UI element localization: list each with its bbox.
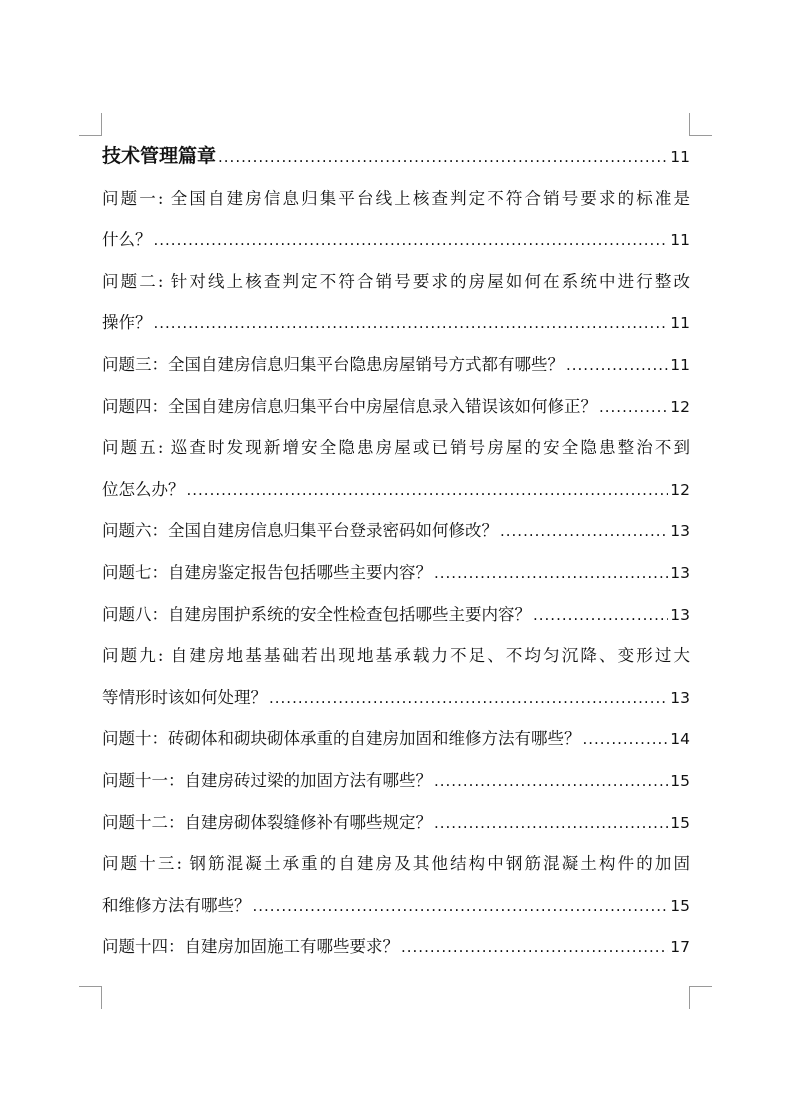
toc-leader-dots (599, 386, 668, 429)
toc-entry-title: 问题九: 自建房地基基础若出现地基承载力不足、不均匀沉降、变形过大 (102, 646, 690, 666)
toc-entry-title: 问题一: 全国自建房信息归集平台线上核查判定不符合销号要求的标准是 (102, 188, 690, 208)
toc-entry-title: 问题十：砖砌体和砌块砌体承重的自建房加固和维修方法有哪些？ (102, 729, 581, 749)
toc-entry[interactable] (102, 386, 690, 428)
toc-leader-dots (434, 760, 668, 803)
toc-entry-title: 问题十二：自建房砌体裂缝修补有哪些规定？ (102, 812, 432, 832)
toc-leader-dots (434, 802, 668, 845)
toc-leader-dots (533, 594, 668, 637)
toc-entry-line[interactable] (102, 178, 690, 220)
toc-entry[interactable] (102, 344, 690, 386)
toc-entry-line[interactable] (102, 843, 690, 885)
toc-page-number: 15 (670, 896, 690, 915)
toc-entry-title: 问题七：自建房鉴定报告包括哪些主要内容？ (102, 562, 432, 582)
toc-page-number: 13 (670, 522, 690, 541)
toc-entry[interactable] (102, 802, 690, 844)
toc-page-number: 13 (670, 605, 690, 624)
toc-entry-title: 问题二: 针对线上核查判定不符合销号要求的房屋如何在系统中进行整改 (102, 271, 690, 291)
table-of-contents (102, 136, 690, 968)
toc-page-number: 17 (670, 938, 690, 957)
toc-leader-dots (154, 219, 669, 262)
toc-page-number: 15 (670, 813, 690, 832)
toc-leader-dots (434, 552, 668, 595)
toc-entry[interactable] (102, 302, 690, 344)
toc-entry[interactable] (102, 677, 690, 719)
toc-page-number: 15 (670, 771, 690, 790)
toc-leader-dots (269, 677, 668, 720)
toc-page-number: 13 (670, 688, 690, 707)
toc-heading-title: 技术管理篇章 (102, 145, 217, 167)
toc-page-number: 11 (670, 314, 690, 333)
toc-entry-title: 问题十四：自建房加固施工有哪些要求？ (102, 937, 399, 957)
toc-entry-title-continued: 操作？ (102, 313, 152, 333)
toc-entry-line[interactable] (102, 261, 690, 303)
toc-leader-dots (566, 344, 668, 387)
crop-mark-top-left (79, 113, 102, 136)
toc-entry-title: 问题四：全国自建房信息归集平台中房屋信息录入错误该如何修正？ (102, 396, 597, 416)
crop-mark-top-right (689, 113, 712, 136)
toc-entry-title: 问题十一：自建房砖过梁的加固方法有哪些？ (102, 770, 432, 790)
toc-entry[interactable] (102, 760, 690, 802)
toc-leader-dots (154, 302, 669, 345)
toc-entry-title: 问题八：自建房围护系统的安全性检查包括哪些主要内容？ (102, 604, 531, 624)
toc-entry[interactable] (102, 552, 690, 594)
toc-entry-title: 问题三：全国自建房信息归集平台隐患房屋销号方式都有哪些？ (102, 354, 564, 374)
crop-mark-bottom-left (79, 986, 102, 1009)
toc-entry[interactable] (102, 885, 690, 927)
toc-entry[interactable] (102, 510, 690, 552)
toc-page-number: 12 (670, 480, 690, 499)
toc-entry[interactable] (102, 718, 690, 760)
toc-entry-line[interactable] (102, 427, 690, 469)
toc-page-number: 13 (670, 563, 690, 582)
toc-entry[interactable] (102, 219, 690, 261)
toc-page-number: 11 (670, 231, 690, 250)
toc-entry-title: 问题六：全国自建房信息归集平台登录密码如何修改？ (102, 521, 498, 541)
toc-entry-title-continued: 位怎么办？ (102, 479, 185, 499)
toc-entry[interactable] (102, 926, 690, 968)
toc-entry-title: 问题十三: 钢筋混凝土承重的自建房及其他结构中钢筋混凝土构件的加固 (102, 854, 690, 874)
toc-entry[interactable] (102, 594, 690, 636)
toc-page-number: 11 (670, 355, 690, 374)
toc-entry-title-continued: 什么？ (102, 230, 152, 250)
toc-heading[interactable] (102, 136, 690, 178)
toc-entry-title: 问题五: 巡查时发现新增安全隐患房屋或已销号房屋的安全隐患整治不到 (102, 438, 690, 458)
toc-leader-dots (187, 469, 669, 512)
toc-page-number: 11 (670, 148, 690, 166)
toc-entry[interactable] (102, 469, 690, 511)
toc-page-number: 12 (670, 397, 690, 416)
toc-page-number: 14 (670, 730, 690, 749)
toc-entry-title-continued: 等情形时该如何处理？ (102, 687, 267, 707)
crop-mark-bottom-right (689, 986, 712, 1009)
toc-leader-dots (253, 885, 669, 928)
toc-entries (102, 178, 690, 968)
toc-entry-title-continued: 和维修方法有哪些？ (102, 895, 251, 915)
toc-leader-dots (500, 510, 668, 553)
toc-entry-line[interactable] (102, 635, 690, 677)
toc-leader-dots (401, 926, 668, 969)
toc-leader-dots (583, 718, 669, 761)
toc-leader-dots (218, 136, 668, 179)
